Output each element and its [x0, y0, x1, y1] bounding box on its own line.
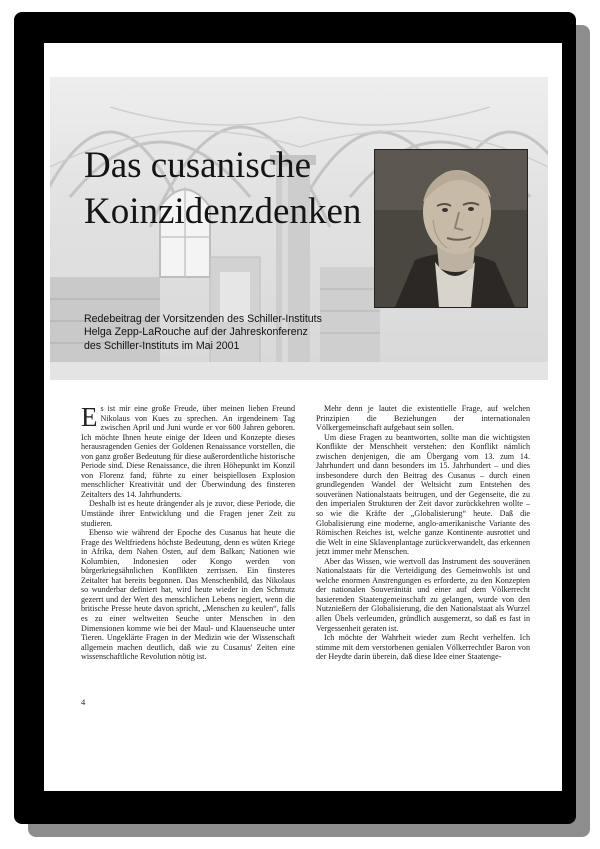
paragraph: Um diese Fragen zu beantworten, sollte man die wichtigsten Konflikte der Menschheit verstehen: den Konflikt nämlich zwischen denjenigen, die am Übergang vom 13. zum 14. Jahrhundert und dann besonders im 15. Jahrhundert – und dies insbesondere durch den Beitrag des Cusanus – durch einen grundlegenden Wandel der Weltsicht zum Entstehen des souveränen Nationalstaats beitrugen, und der Gegenseite, die zu den imperialen Strukturen der Zeit davor zurückkehren wollte – so wie die Kräfte der „Globalisierung“ heute. Daß die Globalisierung eine moderne, anglo-amerikanische Variante des Römischen Reiches ist, welche ganze Kontinente ausrottet und die Welt in eine Sklavenplantage zurückverwandelt, das erkennen jetzt immer mehr Menschen.: [316, 432, 530, 557]
subtitle-line-1: Redebeitrag der Vorsitzenden des Schiller-Instituts: [84, 313, 322, 325]
drop-cap: E: [81, 402, 98, 432]
paragraph: Ebenso wie während der Epoche des Cusanus hat heute die Frage des Weltfriedens höchste Bedeutung, denn es wüten Kriege in Afrika, dem Nahen Osten, auf dem Balkan; Nationen wie Kolumbien, Indonesien oder Kongo werden von bürgerkriegsähnlichen Konflikten zerrissen. Ein finsteres Zeitalter hat bereits begonnen. Das Menschenbild, das Nikolaus so wunderbar definiert hat, wird heute wieder in den Schmutz gezerrt und der Wert des menschlichen Lebens negiert, wenn die britische Presse heute davon spricht, „Menschen zu keulen“, falls es zu einer weltweiten Seuche unter Menschen in den Dimensionen komme wie bei der Maul- und Klauenseuche unter Tieren. Ungeklärte Fragen in der Medizin wie der Wissenschaft allgemein machen deutlich, daß wie zu Cusanus' Zeiten eine wissenschaftliche Revolution nötig ist.: [81, 528, 295, 662]
page-number: 4: [81, 697, 86, 707]
article-title-line-2: Koinzidenzdenken: [84, 191, 362, 232]
article-subtitle: [84, 313, 384, 353]
paragraph: Mehr denn je lautet die existentielle Frage, auf welchen Prinzipien die Beziehungen der internationalen Völkergemeinschaft aufgebaut sein sollen.: [316, 404, 530, 433]
paragraph: Aber das Wissen, wie wertvoll das Instrument des souveränen Nationalstaats für die Verteidigung des Gemeinwohls ist und welche enormen Anstrengungen es erforderte, zu den Konzepten der nationalen Souveränität und einer auf dem Völkerrecht basierenden Staatengemeinschaft zu gelangen, wurde von den Nutznießern der Globalisierung, die den Nationalstaat als Wurzel allen Übels verleumden, gründlich ausgemerzt, so daß es fast in Vergessenheit geraten ist.: [316, 556, 530, 633]
article-title: [84, 143, 361, 235]
subtitle-line-2: Helga Zepp-LaRouche auf der Jahreskonferenz: [84, 326, 308, 339]
subtitle-line-3: des Schiller-Instituts im Mai 2001: [84, 339, 240, 352]
paragraph: Deshalb ist es heute drängender als je zuvor, diese Periode, die Umstände ihrer Entwicklung und die Fragen jener Zeit zu studieren.: [81, 499, 295, 528]
article-body: [81, 404, 530, 704]
portrait-image: [374, 149, 528, 308]
header-image-banner: [50, 77, 548, 380]
nikolaus-portrait-illustration: [375, 150, 527, 307]
right-column: [316, 404, 530, 704]
document-page: [44, 43, 562, 791]
left-column: [81, 404, 295, 704]
paragraph: [81, 404, 295, 499]
article-title-line-1: Das cusanische: [84, 145, 312, 186]
paragraph: Ich möchte der Wahrheit wieder zum Recht verhelfen. Ich stimme mit dem verstorbenen genialen Völkerrechtler Baron von der Heydte darin überein, daß diese Idee einer Staatenge-: [316, 633, 530, 662]
paragraph-text: s ist mir eine große Freude, über meinen lieben Freund Nikolaus von Kues zu sprechen. An irgendeinem Tag zwischen April und Juni wurde er vor 600 Jahren geboren. Ich möchte Ihnen heute einige der Ideen und Konzepte dieses herausragenden Genies der Goldenen Renaissance vorstellen, die von ganz großer Bedeutung für diese außerordentliche historische Periode sind. Diese Renaissance, die ihren Höhepunkt im Konzil von Florenz fand, führte zu einer beispiellosen Explosion menschlicher Kreativität und der Überwindung des finsteren Zeitalters des 14. Jahrhunderts.: [81, 404, 295, 499]
